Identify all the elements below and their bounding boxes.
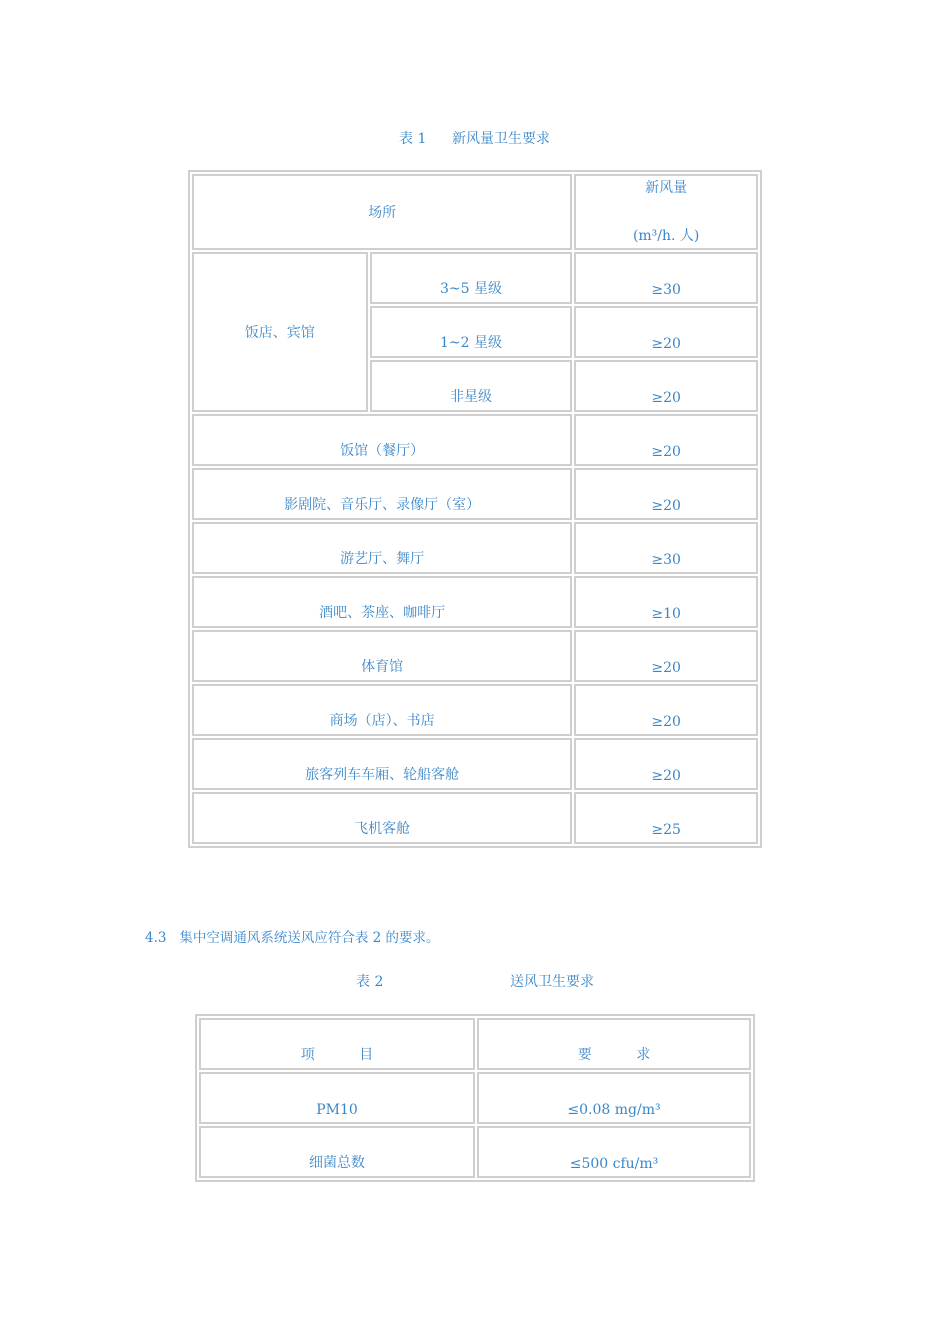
value-cell: ≥20 — [574, 684, 758, 736]
hotel-grade-cell: 非星级 — [370, 360, 573, 412]
section-paragraph: 4.3 集中空调通风系统送风应符合表 2 的要求。 — [145, 930, 440, 946]
value-cell: ≥20 — [574, 306, 758, 358]
header-fresh-air-unit: (m³/h. 人) — [632, 228, 700, 244]
table2-caption-number: 表 2 — [356, 974, 384, 990]
header-place: 场所 — [192, 174, 572, 250]
place-cell: 商场（店）、书店 — [192, 684, 572, 736]
table-row — [192, 738, 758, 790]
requirement-cell: ≤0.08 mg/m³ — [477, 1072, 751, 1124]
value-cell: ≥30 — [574, 522, 758, 574]
hotel-grade-cell: 3~5 星级 — [370, 252, 573, 304]
table2-caption-title: 送风卫生要求 — [510, 974, 594, 990]
table-row — [192, 630, 758, 682]
header-fresh-air — [574, 174, 758, 250]
table-row — [199, 1072, 751, 1124]
table1-caption-number: 表 1 — [399, 131, 427, 147]
value-cell: ≥20 — [574, 360, 758, 412]
table-header-row — [199, 1018, 751, 1070]
table-row — [192, 792, 758, 844]
table-header-row — [192, 174, 758, 250]
table-row — [192, 252, 758, 304]
fresh-air-table — [188, 170, 762, 848]
table-row — [192, 414, 758, 466]
table-row — [192, 468, 758, 520]
item-cell: PM10 — [199, 1072, 475, 1124]
place-cell: 飞机客舱 — [192, 792, 572, 844]
header-item: 项 目 — [199, 1018, 475, 1070]
place-cell: 影剧院、音乐厅、录像厅（室） — [192, 468, 572, 520]
place-cell: 游艺厅、舞厅 — [192, 522, 572, 574]
requirement-cell: ≤500 cfu/m³ — [477, 1126, 751, 1178]
hotel-grade-cell: 1~2 星级 — [370, 306, 573, 358]
table-row — [192, 522, 758, 574]
value-cell: ≥10 — [574, 576, 758, 628]
supply-air-table — [195, 1014, 755, 1182]
place-cell: 旅客列车车厢、轮船客舱 — [192, 738, 572, 790]
value-cell: ≥20 — [574, 468, 758, 520]
header-requirement: 要 求 — [477, 1018, 751, 1070]
value-cell: ≥20 — [574, 738, 758, 790]
value-cell: ≥20 — [574, 630, 758, 682]
value-cell: ≥25 — [574, 792, 758, 844]
table-row — [199, 1126, 751, 1178]
value-cell: ≥30 — [574, 252, 758, 304]
place-cell: 饭馆（餐厅） — [192, 414, 572, 466]
header-fresh-air-label: 新风量 — [645, 180, 688, 196]
table1-caption-title: 新风量卫生要求 — [452, 131, 550, 147]
place-cell: 体育馆 — [192, 630, 572, 682]
place-cell: 酒吧、茶座、咖啡厅 — [192, 576, 572, 628]
value-cell: ≥20 — [574, 414, 758, 466]
item-cell: 细菌总数 — [199, 1126, 475, 1178]
table-row — [192, 684, 758, 736]
table-row — [192, 576, 758, 628]
hotel-group-label: 饭店、宾馆 — [192, 252, 368, 412]
